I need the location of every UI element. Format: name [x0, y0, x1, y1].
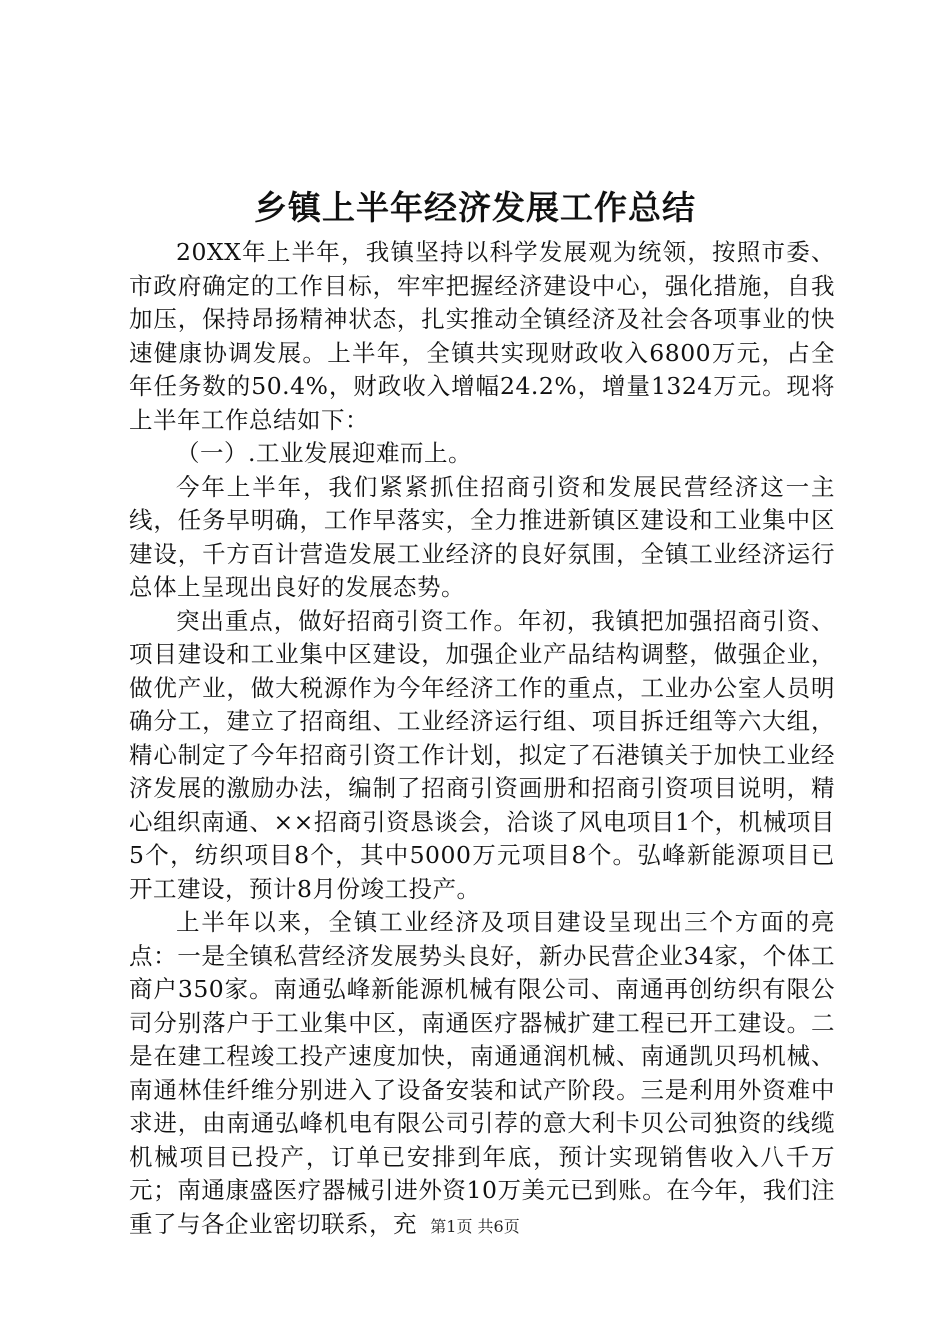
paragraph-highlights: 上半年以来，全镇工业经济及项目建设呈现出三个方面的亮点：一是全镇私营经济发展势头良好，新办民营企业34家，个体工商户350家。南通弘峰新能源机械有限公司、南通再创纺织有限公司分别落户于工业集中区，南通医疗器械扩建工程已开工建设。二是在建工程竣工投产速度加快，南通通润机械、南通凯贝玛机械、南通林佳纤维分别进入了设备安装和试产阶段。三是利用外资难中求进，由南通弘峰机电有限公司引荐的意大利卡贝公司独资的线缆机械项目已投产，订单已安排到年底，预计实现销售收入八千万元；南通康盛医疗器械引进外资10万美元已到账。在今年，我们注重了与各企业密切联系，充: [129, 908, 835, 1238]
paragraph-investment: 突出重点，做好招商引资工作。年初，我镇把加强招商引资、项目建设和工业集中区建设，加强企业产品结构调整，做强企业，做优产业，做大税源作为今年经济工作的重点，工业办公室人员明确分工，建立了招商组、工业经济运行组、项目拆迁组等六大组，精心制定了今年招商引资工作计划，拟定了石港镇关于加快工业经济发展的激励办法，编制了招商引资画册和招商引资项目说明，精心组织南通、××招商引资恳谈会，洽谈了风电项目1个，机械项目5个，纺织项目8个，其中5000万元项目8个。弘峰新能源项目已开工建设，预计8月份竣工投产。: [129, 606, 835, 903]
page-number-footer: 第1页 共6页: [430, 1217, 520, 1236]
document-title: 乡镇上半年经济发展工作总结: [254, 188, 696, 227]
paragraph-intro: 20XX年上半年，我镇坚持以科学发展观为统领，按照市委、市政府确定的工作目标，牢牢把握经济建设中心，强化措施，自我加压，保持昂扬精神状态，扎实推动全镇经济及社会各项事业的快速健康协调发展。上半年，全镇共实现财政收入6800万元，占全年任务数的50.4%，财政收入增幅24.2%，增量1324万元。现将上半年工作总结如下：: [129, 238, 835, 434]
section-heading-industry: （一）.工业发展迎难而上。: [176, 439, 472, 467]
document-body: [129, 236, 835, 1241]
paragraph-industry-overview: 今年上半年，我们紧紧抓住招商引资和发展民营经济这一主线，任务早明确，工作早落实，全力推进新镇区建设和工业集中区建设，千方百计营造发展工业经济的良好氛围，全镇工业经济运行总体上呈现出良好的发展态势。: [129, 472, 835, 601]
